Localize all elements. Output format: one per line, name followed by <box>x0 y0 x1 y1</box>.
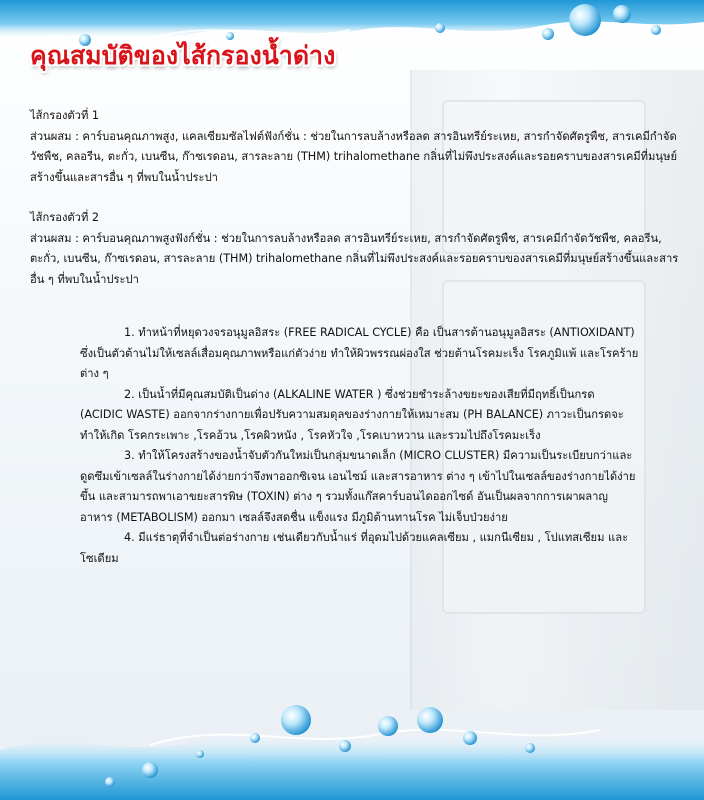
water-splash-bottom-decoration <box>0 690 704 800</box>
content-body <box>30 106 680 569</box>
property-item-4: 4. มีแร่ธาตุที่จำเป็นต่อร่างกาย เช่นเดียวกับน้ำแร่ ที่อุดมไปด้วยแคลเซียม , แมกนีเซียม , โปแทสเซียม และโซเดียม <box>80 531 629 565</box>
filter-1-description: ส่วนผสม : คาร์บอนคุณภาพสูง, แคลเซียมซัลไฟต์ฟังก์ชั่น : ช่วยในการลบล้างหรือลด สารอินทรีย์ระเหย, สารกำจัดศัตรูพืช, สารเคมีกำจัดวัชพืช, คลอรีน, ตะกั่ว, เบนซีน, ก๊าซเรดอน, สารละลาย (THM) trihalomethane กลิ่นที่ไม่พึงประสงค์และรอยคราบของสารเคมีที่มนุษย์สร้างขึ้นและสารอื่น ๆ ที่พบในน้ำประปา <box>30 129 678 184</box>
property-item-2: 2. เป็นน้ำที่มีคุณสมบัติเป็นด่าง (ALKALINE WATER ) ซึ่งช่วยชำระล้างขยะของเสียที่มีฤทธิ์เป็นกรด (ACIDIC WASTE) ออกจากร่างกายเพื่อปรับความสมดุลของร่างกายให้เหมาะสม (PH BALANCE) ภาวะเป็นกรดจะทำให้เกิด โรคกระเพาะ ,โรคอ้วน ,โรคผิวหนัง , โรคหัวใจ ,โรคเบาหวาน และรวมไปถึงโรคมะเร็ง <box>80 387 624 442</box>
filter-1-heading: ไส้กรองตัวที่ 1 <box>30 109 100 122</box>
property-item-1: 1. ทำหน้าที่หยุดวงจรอนุมูลอิสระ (FREE RADICAL CYCLE) คือ เป็นสารต้านอนุมูลอิสระ (ANTIOXIDANT) ซึ่งเป็นตัวต้านไม่ให้เซลล์เสื่อมคุณภาพหรือแก่ตัวง่าย ทำให้ผิวพรรณผ่องใส ช่วยต้านโรคมะเร็ง โรคภูมิแพ้ และโรคร้ายต่าง ๆ <box>80 326 639 380</box>
page-title: คุณสมบัติของไส้กรองน้ำด่าง <box>30 41 336 70</box>
properties-list <box>30 323 640 569</box>
filter-2-description: ส่วนผสม : คาร์บอนคุณภาพสูงฟังก์ชั่น : ช่วยในการลบล้างหรือลด สารอินทรีย์ระเหย, สารกำจัดศัตรูพืช, สารเคมีกำจัดวัชพืช, คลอรีน, ตะกั่ว, เบนซีน, ก๊าซเรดอน, สารละลาย (THM) trihalomethane กลิ่นที่ไม่พึงประสงค์และรอยคราบของสารเคมีที่มนุษย์สร้างขึ้นและสารอื่น ๆ ที่พบในน้ำประปา <box>30 231 679 286</box>
property-item-3: 3. ทำให้โครงสร้างของน้ำจับตัวกันใหม่เป็นกลุ่มขนาดเล็ก (MICRO CLUSTER) มีความเป็นระเบียบกว่าและดูดซึมเข้าเซลล์ในร่างกายได้ง่ายกว่าจึงพาออกซิเจน เอนไซม์ และสารอาหาร ต่าง ๆ เข้าไปในเซลล์ของร่างกายได้ง่ายขึ้น และสามารถพาเอาขยะสารพิษ (TOXIN) ต่าง ๆ รวมทั้งแก๊สคาร์บอนไดออกไซด์ อันเป็นผลจากการเผาผลาญอาหาร (METABOLISM) ออกมา เซลล์จึงสดชื่น แข็งแรง มีภูมิต้านทานโรค ไม่เจ็บป่วยง่าย <box>80 449 636 524</box>
filter-2-heading: ไส้กรองตัวที่ 2 <box>30 211 100 224</box>
